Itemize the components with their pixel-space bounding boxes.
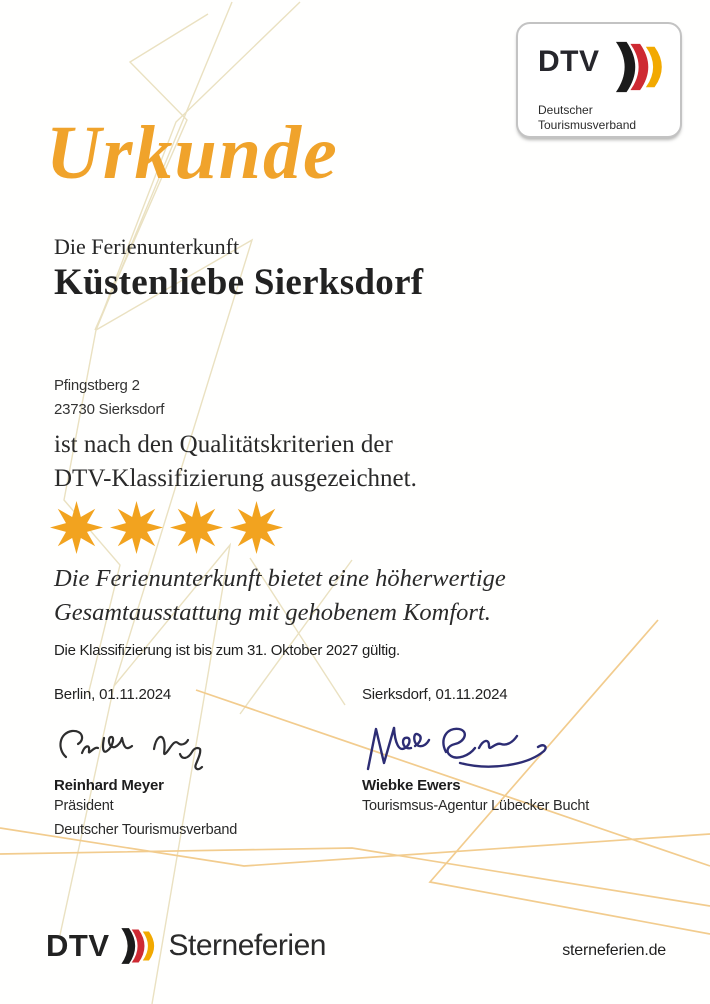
- signer-name-right: Wiebke Ewers: [362, 777, 461, 794]
- property-name: Küstenliebe Sierksdorf: [54, 262, 424, 303]
- classification-statement: [54, 428, 417, 496]
- logo-subtitle-line1: Deutscher: [538, 103, 593, 117]
- signer-org-left: Deutscher Tourismusverband: [54, 822, 238, 838]
- dtv-triple-chevron-icon: [120, 926, 160, 966]
- address-line2: 23730 Sierksdorf: [54, 400, 165, 418]
- place-date-left: Berlin, 01.11.2024: [54, 686, 172, 703]
- intro-line: Die Ferienunterkunft: [54, 234, 240, 259]
- star-icon: [230, 501, 283, 554]
- footer-sterneferien-text: Sterneferien: [168, 929, 326, 962]
- signature-reinhard-meyer: [54, 721, 209, 773]
- description-line1: Die Ferienunterkunft bietet eine höherwertige: [54, 565, 506, 592]
- signer-name-left: Reinhard Meyer: [54, 777, 164, 794]
- place-date-right: Sierksdorf, 01.11.2024: [362, 686, 508, 703]
- footer-dtv-text: DTV: [46, 928, 110, 963]
- star-icon: [110, 501, 163, 554]
- signature-wiebke-ewers: [362, 721, 552, 773]
- validity-note: Die Klassifizierung ist bis zum 31. Oktober 2027 gültig.: [54, 642, 400, 659]
- certificate-title: Urkunde: [46, 111, 339, 195]
- dtv-sterneferien-logo: [46, 924, 326, 968]
- statement-line1: ist nach den Qualitätskriterien der: [54, 431, 393, 458]
- address-line1: Pfingstberg 2: [54, 377, 140, 394]
- dtv-logo-row: [538, 38, 680, 96]
- description-line2: Gesamtausstattung mit gehobenem Komfort.: [54, 598, 491, 626]
- dtv-logo-subtitle: [538, 103, 680, 133]
- signer-org-right: Tourismsus-Agentur Lübecker Bucht: [362, 798, 590, 814]
- address-block: [54, 374, 164, 421]
- star-icon: [50, 501, 103, 554]
- star-rating: [50, 501, 283, 554]
- star-icon: [170, 501, 223, 554]
- signature-block-right: [362, 686, 662, 818]
- website-text: sterneferien.de: [562, 942, 666, 959]
- dtv-logo-text: DTV: [538, 45, 600, 78]
- signature-block-left: [54, 686, 354, 842]
- dtv-triple-chevron-icon: [614, 38, 670, 96]
- logo-subtitle-line2: Tourismusverband: [538, 118, 637, 132]
- dtv-logo-box: [516, 22, 682, 138]
- statement-line2: DTV-Klassifizierung ausgezeichnet.: [54, 465, 417, 492]
- rating-description: [54, 562, 506, 629]
- signer-role-left: Präsident: [54, 798, 114, 814]
